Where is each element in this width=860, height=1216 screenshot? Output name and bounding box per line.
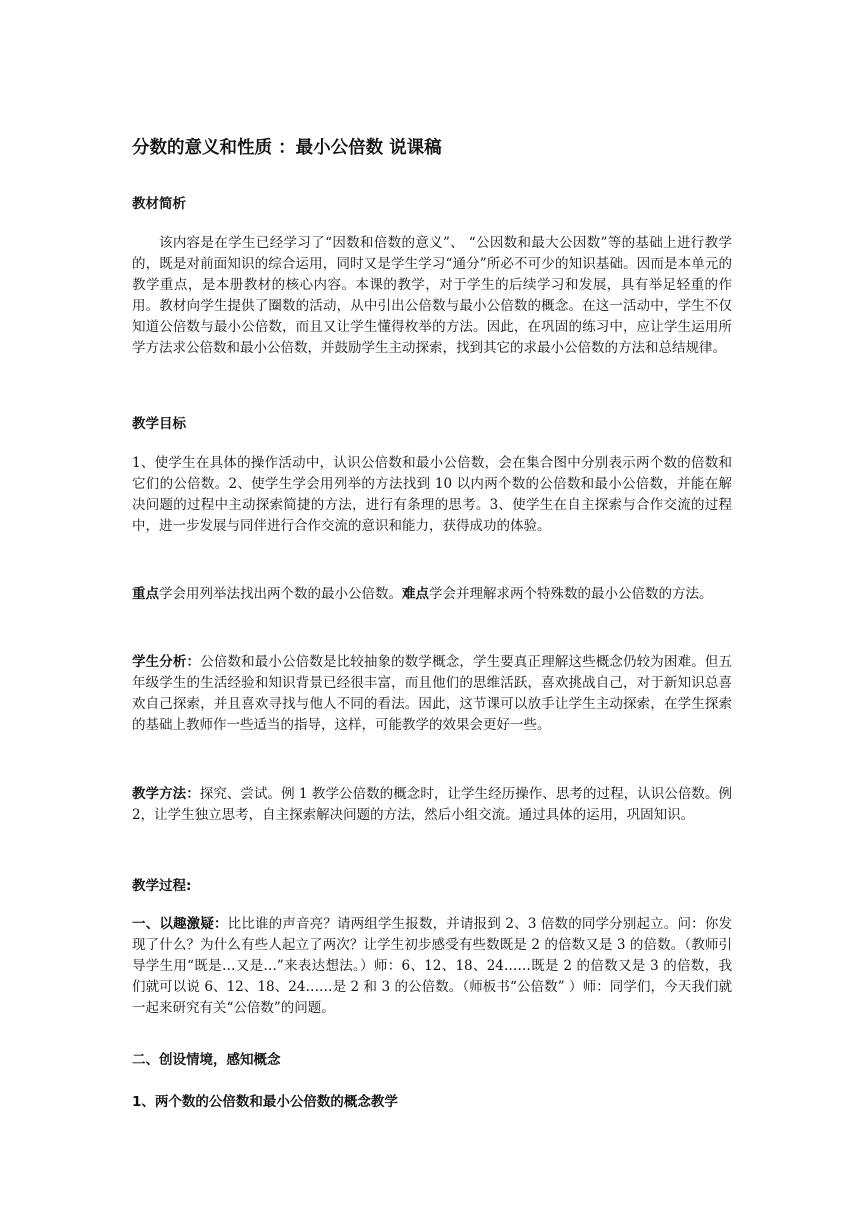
key-point-text: 学会用列举法找出两个数的最小公倍数。 <box>159 586 402 602</box>
textbook-analysis-paragraph: 该内容是在学生已经学习了“因数和倍数的意义”、 “公因数和最大公因数”等的基础上进行教学的，既是对前面知识的综合运用，同时又是学生学习“通分”所必不可少的知识基础。因而是本单元的教学重点，是本册教材的核心内容。本课的教学，对于学生的后续学习和发展，具有举足轻重的作用。教材向学生提供了圈数的活动，从中引出公倍数与最小公倍数的概念。在这一活动中，学生不仅知道公倍数与最小公倍数，而且又让学生懂得枚举的方法。因此，在巩固的练习中，应让学生运用所学方法求公倍数和最小公倍数，并鼓励学生主动探索，找到其它的求最小公倍数的方法和总结规律。 <box>132 235 732 356</box>
methods-paragraph <box>132 784 732 826</box>
step1-paragraph <box>132 914 732 1019</box>
objectives-paragraph: 1、使学生在具体的操作活动中，认识公倍数和最小公倍数，会在集合图中分别表示两个数的倍数和它们的公倍数。2、使学生学会用列举的方法找到 10 以内两个数的公倍数和最小公倍数，并能在解决问题的过程中主动探索简捷的方法，进行有条理的思考。3、使学生在自主探索与合作交流的过程中，进一步发展与同伴进行合作交流的意识和能力，获得成功的体验。 <box>132 455 732 534</box>
section-heading-step2-1: 1、两个数的公倍数和最小公倍数的概念教学 <box>132 1094 398 1110</box>
section-heading-step2: 二、创设情境，感知概念 <box>132 1052 281 1068</box>
key-points-paragraph <box>132 584 732 605</box>
section-heading-objectives: 教学目标 <box>132 416 186 432</box>
difficulty-label: 难点 <box>402 586 429 602</box>
student-analysis-label: 学生分析： <box>132 654 201 670</box>
methods-text: 探究、尝试。例 1 教学公倍数的概念时，让学生经历操作、思考的过程，认识公倍数。例 2，让学生独立思考，自主探索解决问题的方法，然后小组交流。通过具体的运用，巩固知识。 <box>132 786 732 823</box>
step1-text: 比比谁的声音亮？请两组学生报数，并请报到 2、3 倍数的同学分别起立。问：你发现了什么？为什么有些人起立了两次？让学生初步感受有些数既是 2 的倍数又是 3 的倍数。（教师引导学生用“既是…又是…”来表达想法。）师：6、12、18、24……既是 2 的倍数又是 3 的倍数，我们就可以说 6、12、18、24……是 2 和 3 的公倍数。（师板书“公倍数” ）师：同学们，今天我们就一起来研究有关“公倍数”的问题。 <box>132 916 732 1016</box>
difficulty-text: 学会并理解求两个特殊数的最小公倍数的方法。 <box>429 586 713 602</box>
section-heading-textbook-analysis: 教材简析 <box>132 196 186 212</box>
step1-label: 一、以趣激疑： <box>132 916 228 932</box>
key-point-label: 重点 <box>132 586 159 602</box>
section-heading-process: 教学过程: <box>132 878 192 894</box>
student-analysis-paragraph <box>132 652 732 736</box>
document-title: 分数的意义和性质 ：最小公倍数 说课稿 <box>132 138 442 158</box>
student-analysis-text: 公倍数和最小公倍数是比较抽象的数学概念，学生要真正理解这些概念仍较为困难。但五年级学生的生活经验和知识背景已经很丰富，而且他们的思维活跃，喜欢挑战自己，对于新知识总喜欢自己探索，并且喜欢寻找与他人不同的看法。因此，这节课可以放手让学生主动探索，在学生探索的基础上教师作一些适当的指导，这样，可能教学的效果会更好一些。 <box>132 654 733 733</box>
methods-label: 教学方法： <box>132 786 200 802</box>
